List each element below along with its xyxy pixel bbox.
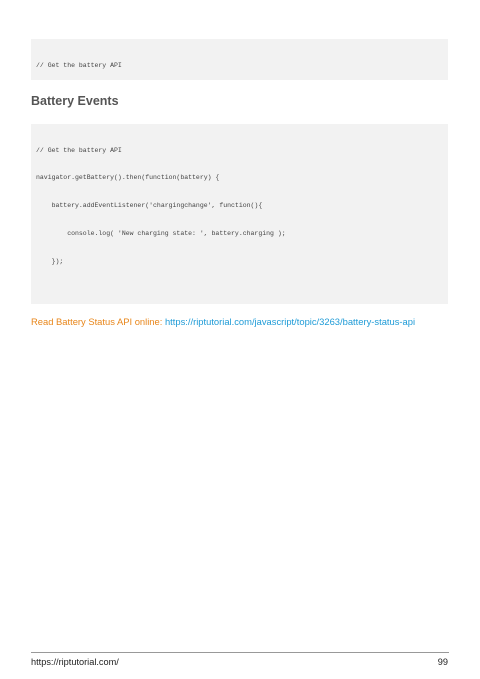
footer-divider	[31, 652, 449, 653]
code-line: console.log( 'New charging state: ', battery.charging );	[36, 230, 286, 238]
topic-link[interactable]: https://riptutorial.com/javascript/topic/3263/battery-status-api	[164, 316, 416, 327]
read-online-prefix: Read Battery Status API online:	[31, 316, 165, 327]
read-online-line	[31, 316, 415, 327]
code-line: // Get the battery API	[36, 146, 122, 154]
code-line: });	[36, 258, 64, 266]
code-block-battery-events	[31, 124, 448, 304]
code-line: // Get the battery API	[36, 61, 122, 69]
code-block-get-battery	[31, 39, 448, 80]
code-line	[36, 285, 443, 294]
page-number: 99	[437, 657, 448, 667]
code-line: navigator.getBattery().then(function(battery) {	[36, 174, 220, 182]
footer-url: https://riptutorial.com/	[31, 657, 119, 667]
section-heading: Battery Events	[31, 94, 119, 108]
code-line: battery.addEventListener('chargingchange', function(){	[36, 202, 263, 210]
